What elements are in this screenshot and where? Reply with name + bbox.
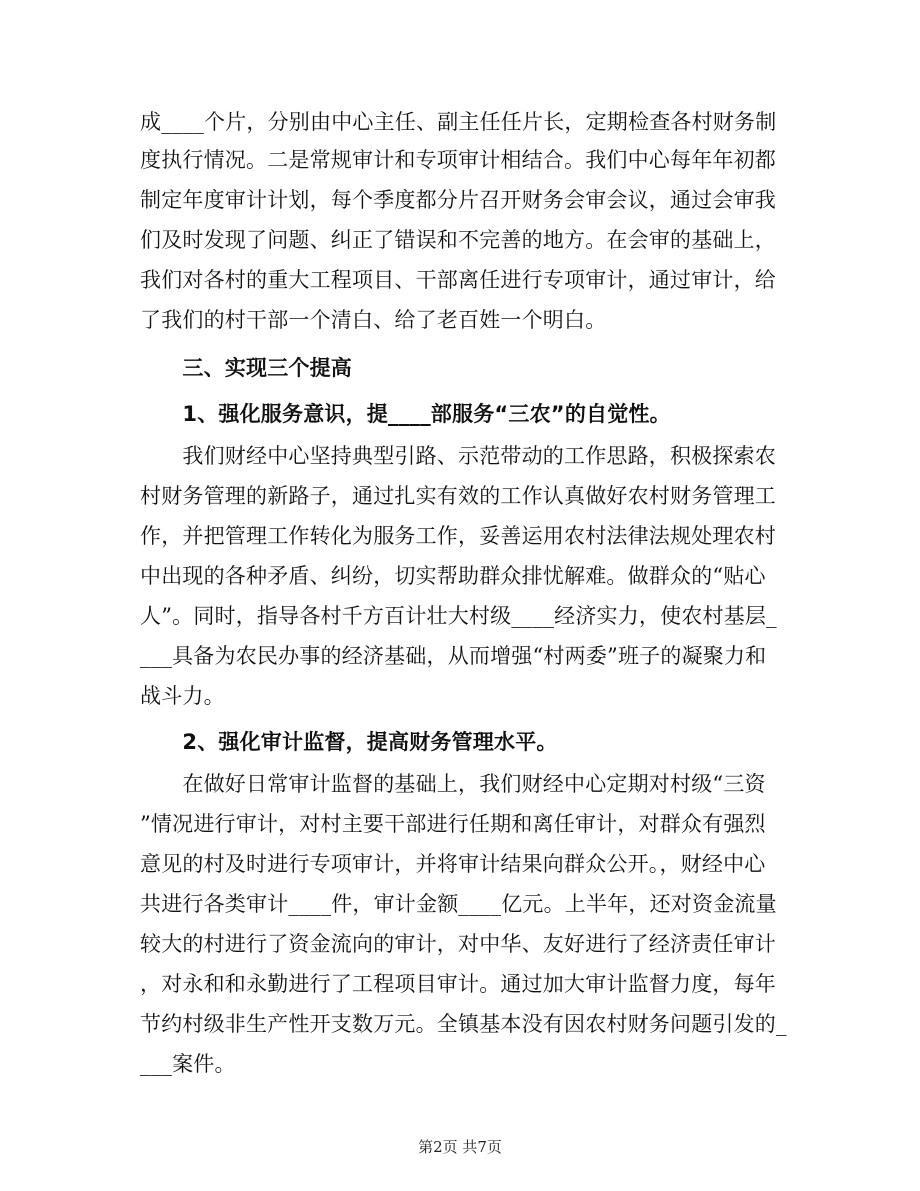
body-line-2: 度执行情况。二是常规审计和专项审计相结合。我们中心每年年初都 — [140, 148, 776, 172]
subheading-1: 1、强化服务意识，提____部服务“三农”的自觉性。 — [140, 402, 671, 426]
body-line-11: 作，并把管理工作转化为服务工作，妥善运用农村法律法规处理农村 — [140, 524, 776, 548]
body-line-5: 我们对各村的重大工程项目、干部离任进行专项审计，通过审计，给 — [140, 268, 776, 292]
section-heading: 三、实现三个提高 — [140, 356, 352, 380]
body-line-20: 共进行各类审计____件，审计金额____亿元。上半年，还对资金流量 — [140, 892, 777, 916]
body-line-12: 中出现的各种矛盾、纠纷，切实帮助群众排忧解难。做群众的“贴心 — [140, 564, 766, 588]
subheading-2: 2、强化审计监督，提高财务管理水平。 — [140, 730, 558, 754]
body-line-9: 我们财经中心坚持典型引路、示范带动的工作思路，积极探索农 — [140, 444, 776, 468]
body-line-18: ”情况进行审计，对村主要干部进行任期和离任审计，对群众有强烈 — [140, 812, 766, 836]
body-line-1: 成____个片，分别由中心主任、副主任任片长，定期检查各村财务制 — [140, 110, 777, 134]
body-line-24: ___案件。 — [140, 1052, 236, 1076]
body-line-3: 制定年度审计计划，每个季度都分片召开财务会审会议，通过会审我 — [140, 188, 776, 212]
body-line-21: 较大的村进行了资金流向的审计，对中华、友好进行了经济责任审计 — [140, 932, 776, 956]
body-line-23: 节约村级非生产性开支数万元。全镇基本没有因农村财务问题引发的_ — [140, 1012, 787, 1036]
body-line-4: 们及时发现了问题、纠正了错误和不完善的地方。在会审的基础上， — [140, 228, 776, 252]
body-line-19: 意见的村及时进行专项审计，并将审计结果向群众公开。，财经中心 — [140, 852, 766, 876]
page-number-footer: 第2页 共7页 — [418, 1138, 502, 1156]
body-line-10: 村财务管理的新路子，通过扎实有效的工作认真做好农村财务管理工 — [140, 484, 776, 508]
body-line-6: 了我们的村干部一个清白、给了老百姓一个明白。 — [140, 308, 607, 332]
body-line-17: 在做好日常审计监督的基础上，我们财经中心定期对村级“三资 — [140, 772, 766, 796]
body-line-14: ___具备为农民办事的经济基础，从而增强“村两委”班子的凝聚力和 — [140, 644, 767, 668]
body-line-13: 人”。同时，指导各村千方百计壮大村级____经济实力，使农村基层_ — [140, 604, 777, 628]
body-line-22: ，对永和和永勤进行了工程项目审计。通过加大审计监督力度，每年 — [140, 972, 776, 996]
body-line-15: 战斗力。 — [140, 684, 225, 708]
